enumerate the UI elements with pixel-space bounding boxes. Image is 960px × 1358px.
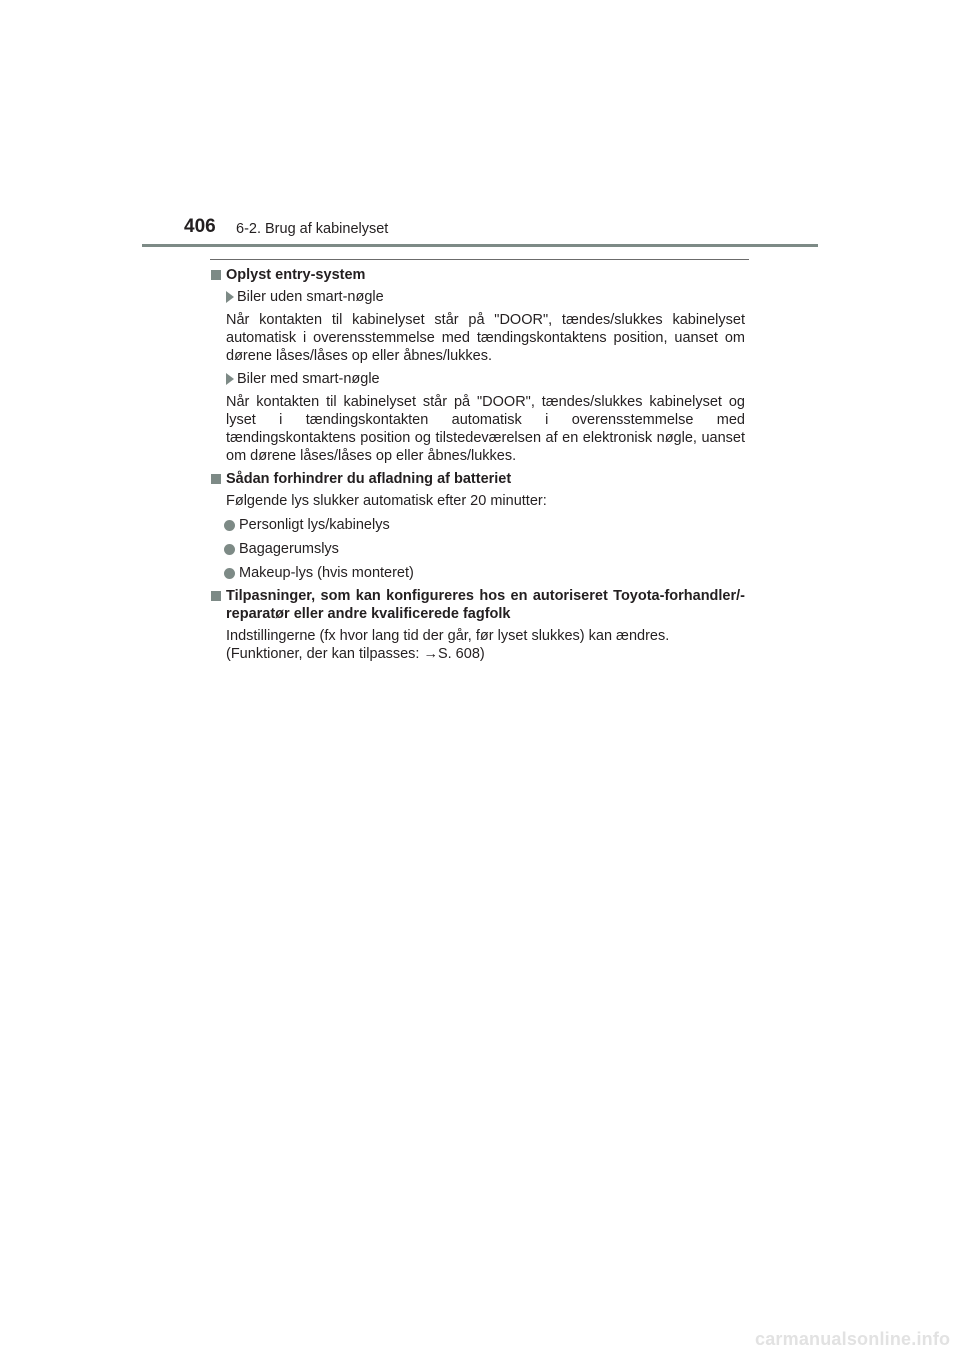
content-body — [210, 266, 745, 663]
section-heading-entry-system — [210, 266, 745, 284]
subsection-label-text: Biler uden smart-nøgle — [237, 289, 384, 305]
square-bullet-icon — [211, 474, 221, 484]
triangle-arrow-icon — [226, 373, 234, 385]
page-header — [0, 0, 960, 250]
section-heading-customization — [210, 587, 745, 623]
list-item — [224, 516, 745, 534]
list-item-text: Makeup-lys (hvis monteret) — [239, 565, 414, 581]
paragraph: Følgende lys slukker automatisk efter 20 minutter: — [226, 493, 547, 509]
paragraph: Når kontakten til kabinelyset står på "DOOR", tændes/slukkes kabinelyset og lyset i tændingskontakten automatisk i overensstemmelse med tændingskontaktens position og tilstedeværelsen af en elektronisk nøgle, uanset om dørene låses/låses op eller åbnes/lukkes. — [226, 394, 745, 464]
list-item — [224, 540, 745, 558]
subsection-label-text: Biler med smart-nøgle — [237, 371, 380, 387]
section-heading-text: Sådan forhindrer du afladning af batteriet — [226, 471, 512, 487]
section-title: 6-2. Brug af kabinelyset — [236, 221, 389, 237]
subsection-label — [226, 288, 745, 306]
square-bullet-icon — [211, 270, 221, 280]
circle-bullet-icon — [224, 520, 235, 531]
list-item — [224, 564, 745, 582]
triangle-arrow-icon — [226, 291, 234, 303]
page-number: 406 — [184, 216, 216, 237]
header-rule — [142, 244, 818, 247]
square-bullet-icon — [211, 591, 221, 601]
paragraph: Når kontakten til kabinelyset står på "DOOR", tændes/slukkes kabinelyset automatisk i overensstemmelse med tændingskontaktens position, uanset om dørene låses/låses op eller åbnes/lukkes. — [226, 312, 745, 364]
content-top-rule — [210, 259, 749, 260]
section-heading-text: Tilpasninger, som kan konfigureres hos en autoriseret Toyota-forhandler/-reparatør eller andre kvalificerede fagfolk — [226, 588, 745, 622]
list-item-text: Bagagerumslys — [239, 541, 339, 557]
subsection-label — [226, 370, 745, 388]
circle-bullet-icon — [224, 568, 235, 579]
section-heading-text: Oplyst entry-system — [226, 267, 366, 283]
circle-bullet-icon — [224, 544, 235, 555]
paragraph: Indstillingerne (fx hvor lang tid der går, før lyset slukkes) kan ændres. — [226, 628, 670, 644]
section-heading-battery — [210, 470, 745, 488]
list-item-text: Personligt lys/kabinelys — [239, 517, 390, 533]
cross-reference: (Funktioner, der kan tilpasses: →S. 608) — [226, 646, 485, 662]
watermark: carmanualsonline.info — [755, 1329, 951, 1349]
